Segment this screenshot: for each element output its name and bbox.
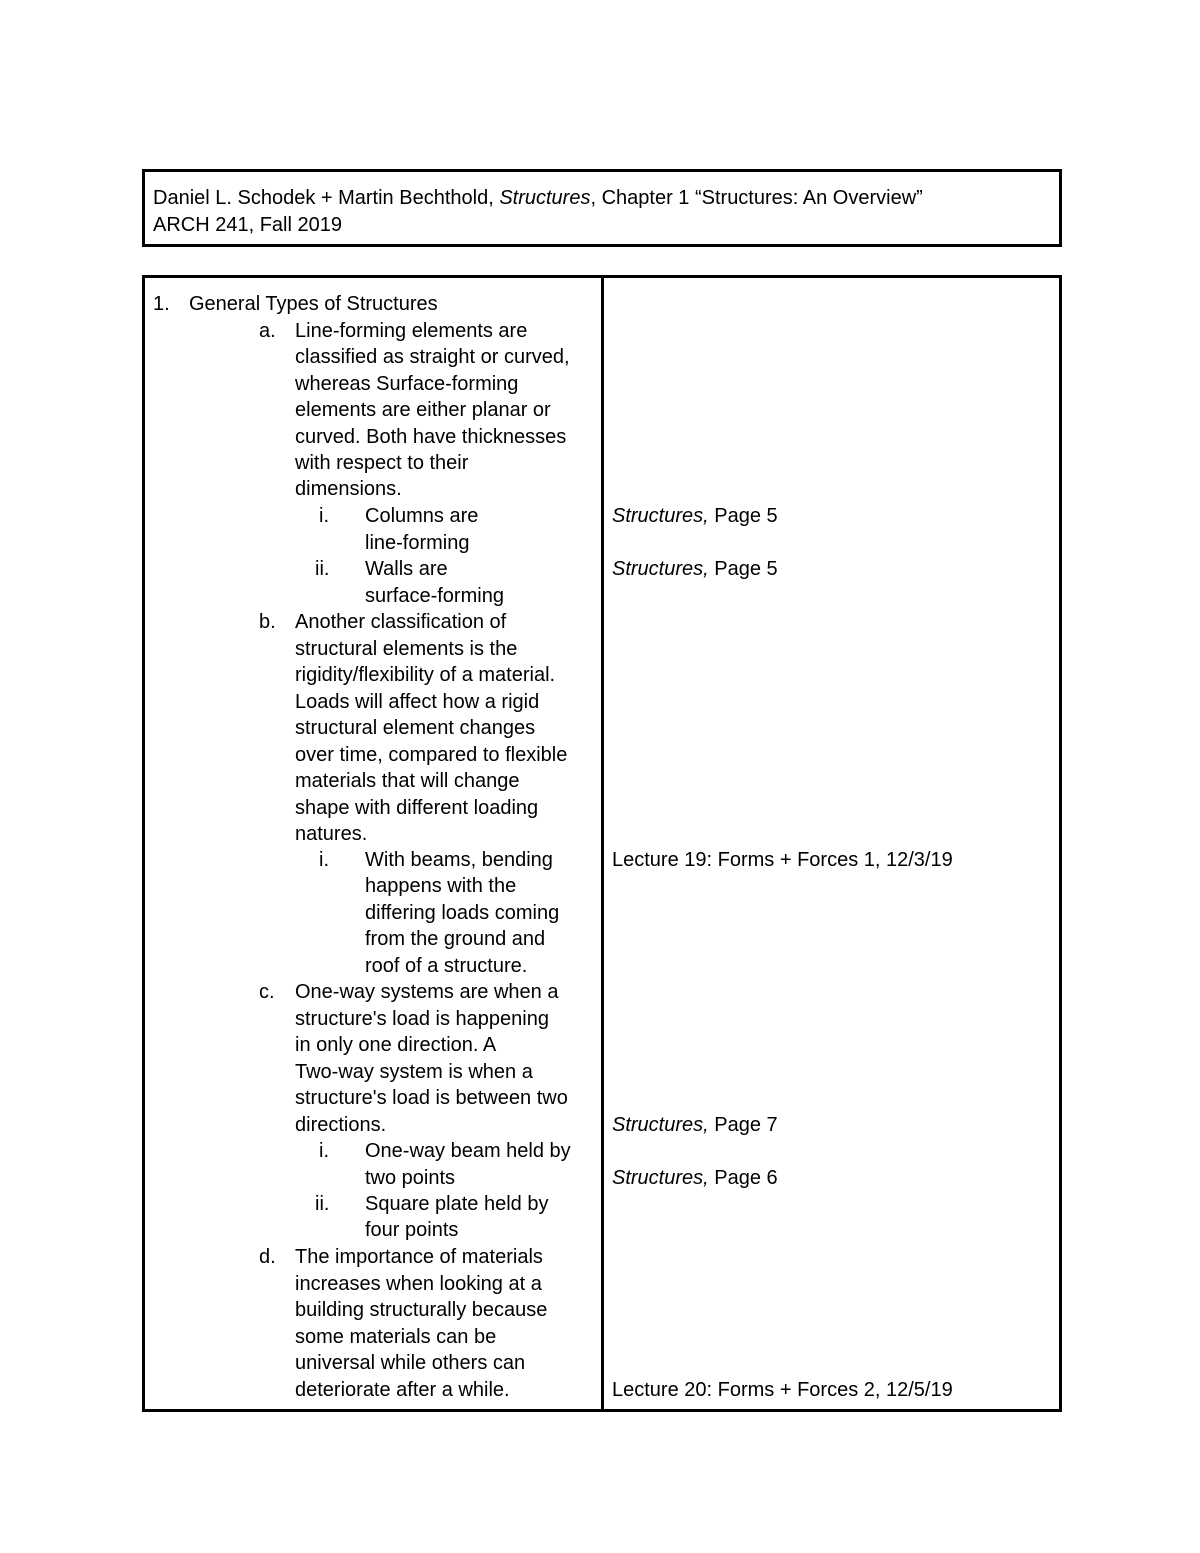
item-text-line: One-way systems are when a xyxy=(295,981,559,1003)
citation-materials xyxy=(612,1377,953,1403)
item-marker: i. xyxy=(319,1140,329,1162)
citation-book-title: Structures, xyxy=(612,505,709,527)
item-text-line: directions. xyxy=(295,1114,387,1136)
item-text-line: with respect to their xyxy=(295,452,469,474)
item-marker: i. xyxy=(319,849,329,871)
item-text-line: roof of a structure. xyxy=(365,955,528,977)
item-text-line: Loads will affect how a rigid xyxy=(295,691,540,713)
item-text-line: The importance of materials xyxy=(295,1246,543,1268)
book-title: Structures xyxy=(499,187,591,209)
citation-beams xyxy=(612,847,953,873)
item-marker: d. xyxy=(259,1246,276,1268)
item-text-line: dimensions. xyxy=(295,478,402,500)
item-text-line: Columns are xyxy=(365,505,479,527)
item-marker: ii. xyxy=(315,1193,330,1215)
citation-book-title: Structures, xyxy=(612,558,709,580)
citation-one-way-systems xyxy=(612,1112,778,1138)
item-text-line: four points xyxy=(365,1219,459,1241)
citation-columns xyxy=(612,503,778,529)
citation-walls xyxy=(612,556,778,582)
item-text-line: over time, compared to flexible xyxy=(295,744,568,766)
item-text-line: some materials can be xyxy=(295,1326,497,1348)
column-divider xyxy=(601,278,604,1409)
chapter-title: , Chapter 1 “Structures: An Overview” xyxy=(590,187,923,209)
item-text-line: rigidity/flexibility of a material. xyxy=(295,664,556,686)
item-text-line: Walls are xyxy=(365,558,448,580)
item-marker: ii. xyxy=(315,558,330,580)
citation-text: Page 6 xyxy=(708,1167,778,1189)
document-header-box xyxy=(142,169,1062,247)
citation-one-way-beam xyxy=(612,1165,778,1191)
item-text-line: whereas Surface-forming xyxy=(295,373,519,395)
item-text-line: natures. xyxy=(295,823,368,845)
item-text-line: Line-forming elements are xyxy=(295,320,528,342)
item-text-line: universal while others can xyxy=(295,1352,526,1374)
item-text-line: increases when looking at a xyxy=(295,1273,542,1295)
citation-text: Lecture 20: Forms + Forces 2, 12/5/19 xyxy=(612,1379,953,1401)
item-marker: c. xyxy=(259,981,275,1003)
citation-text: Page 5 xyxy=(708,558,778,580)
notes-table xyxy=(142,275,1062,1412)
citation-text: Page 7 xyxy=(708,1114,778,1136)
item-text-line: line-forming xyxy=(365,532,470,554)
citation-text: Page 5 xyxy=(708,505,778,527)
item-text-line: Square plate held by xyxy=(365,1193,549,1215)
citation-book-title: Structures, xyxy=(612,1167,709,1189)
item-text-line: With beams, bending xyxy=(365,849,553,871)
item-text-line: structure's load is happening xyxy=(295,1008,549,1030)
item-text-line: building structurally because xyxy=(295,1299,548,1321)
item-text-line: differing loads coming xyxy=(365,902,560,924)
course-info: ARCH 241, Fall 2019 xyxy=(153,214,342,236)
item-marker: b. xyxy=(259,611,276,633)
item-text-line: from the ground and xyxy=(365,928,546,950)
item-text-line: General Types of Structures xyxy=(189,293,438,315)
item-text-line: deteriorate after a while. xyxy=(295,1379,510,1401)
author-names: Daniel L. Schodek + Martin Bechthold, xyxy=(153,187,500,209)
item-text-line: surface-forming xyxy=(365,585,504,607)
source-citation-line xyxy=(153,185,923,211)
item-text-line: elements are either planar or xyxy=(295,399,551,421)
item-text-line: Another classification of xyxy=(295,611,507,633)
item-marker: i. xyxy=(319,505,329,527)
item-text-line: shape with different loading xyxy=(295,797,539,819)
item-text-line: structure's load is between two xyxy=(295,1087,568,1109)
item-text-line: structural elements is the xyxy=(295,638,518,660)
item-text-line: in only one direction. A xyxy=(295,1034,497,1056)
item-text-line: One-way beam held by xyxy=(365,1140,571,1162)
item-marker: a. xyxy=(259,320,276,342)
item-text-line: classified as straight or curved, xyxy=(295,346,570,368)
item-text-line: structural element changes xyxy=(295,717,536,739)
item-text-line: happens with the xyxy=(365,875,517,897)
item-text-line: curved. Both have thicknesses xyxy=(295,426,567,448)
item-text-line: two points xyxy=(365,1167,456,1189)
item-text-line: Two-way system is when a xyxy=(295,1061,533,1083)
item-text-line: materials that will change xyxy=(295,770,520,792)
item-marker: 1. xyxy=(153,293,170,315)
citation-book-title: Structures, xyxy=(612,1114,709,1136)
citation-text: Lecture 19: Forms + Forces 1, 12/3/19 xyxy=(612,849,953,871)
